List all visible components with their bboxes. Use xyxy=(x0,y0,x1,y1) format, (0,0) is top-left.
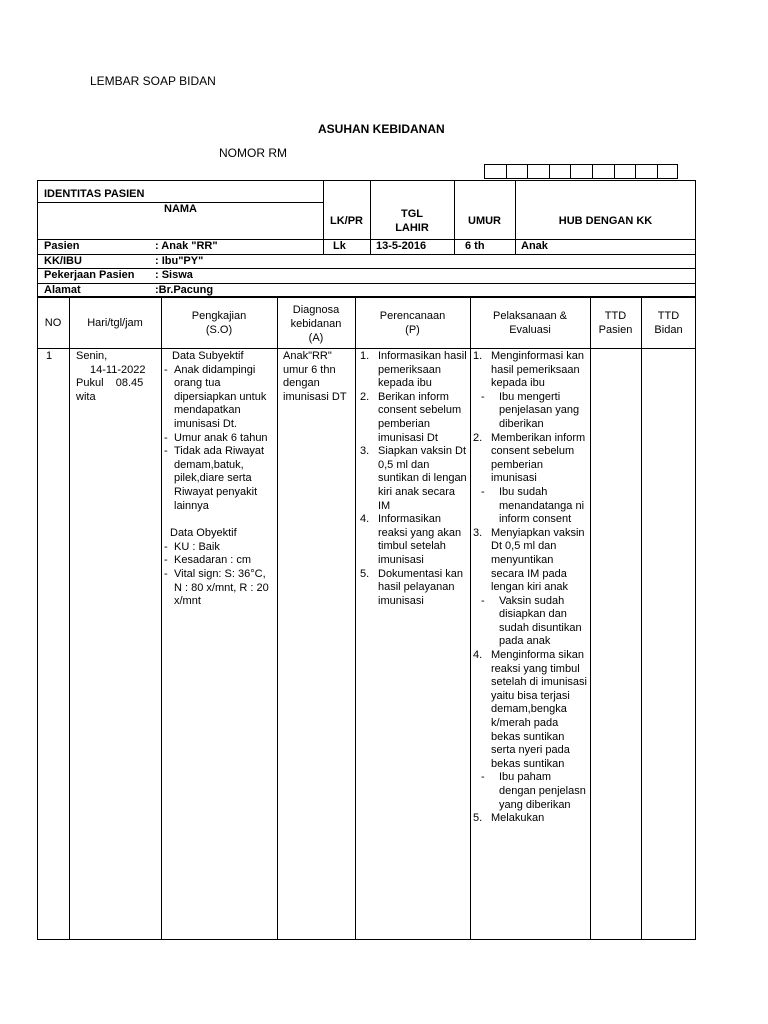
pelaksanaan-num: 3. xyxy=(473,526,483,539)
th-ttd-pasien-1: TTD xyxy=(604,310,627,322)
th-ttd-bidan-2: Bidan xyxy=(654,324,683,336)
pasien-lkpr: Lk xyxy=(333,240,346,252)
kk-label: KK/IBU xyxy=(44,255,82,267)
identity-section-title: IDENTITAS PASIEN xyxy=(44,188,145,200)
row-hari xyxy=(76,350,158,404)
header-umur: UMUR xyxy=(468,215,501,227)
diagnosa-cell: Anak"RR" umur 6 thn dengan imunisasi DT xyxy=(283,350,347,403)
row-no: 1 xyxy=(46,350,53,362)
pelaksanaan-item: Melakukan xyxy=(491,812,545,825)
pelaksanaan-num: 1. xyxy=(473,350,483,362)
evaluasi-item: - Ibu mengerti penjelasan yang diberikan xyxy=(481,391,587,432)
hari-line: Senin, xyxy=(76,350,108,362)
pasien-value: : Anak "RR" xyxy=(155,240,218,252)
obyektif-item: - Vital sign: S: 36°C, N : 80 x/mnt, R : 20 x/mnt xyxy=(164,568,274,609)
rm-label: NOMOR RM xyxy=(219,146,287,160)
th-perencanaan-1: Perencanaan xyxy=(379,310,446,322)
th-diagnosa-3: (A) xyxy=(308,332,324,344)
subyektif-title: Data Subyektif xyxy=(172,350,244,362)
pelaksanaan-num: 5. xyxy=(473,812,483,825)
subyektif-item: - Umur anak 6 tahun xyxy=(164,432,274,446)
hari-line: wita xyxy=(76,390,96,403)
subyektif-item: - Tidak ada Riwayat demam,batuk, pilek,diare serta Riwayat penyakit lainnya xyxy=(164,445,274,513)
pelaksanaan-item: Menginformasi kan hasil pemeriksaan kepada ibu xyxy=(491,350,584,390)
th-pelaksanaan-1: Pelaksanaan & xyxy=(493,310,567,322)
pekerjaan-label: Pekerjaan Pasien xyxy=(44,269,135,281)
evaluasi-item: - Vaksin sudah disiapkan dan sudah disuntikan pada anak xyxy=(481,595,587,649)
header-nama: NAMA xyxy=(164,203,197,215)
th-diagnosa-1: Diagnosa xyxy=(292,304,340,316)
pekerjaan-value: : Siswa xyxy=(155,269,193,281)
evaluasi-item: - Ibu sudah menandatanga ni inform consent xyxy=(481,486,587,527)
pasien-hub: Anak xyxy=(521,240,548,252)
alamat-value: :Br.Pacung xyxy=(155,284,214,296)
pelaksanaan-item: Menginforma sikan reaksi yang timbul setelah di imunisasi yaitu bisa terjasi demam,bengka k/merah pada bekas suntikan serta nyeri pada bekas suntikan xyxy=(491,649,587,770)
perencanaan-item: Informasikan reaksi yang akan timbul setelah imunisasi xyxy=(378,513,462,566)
perencanaan-item: Dokumentasi kan hasil pelayanan imunisasi xyxy=(378,567,463,607)
hari-line: 14-11-2022 xyxy=(90,363,146,376)
alamat-label: Alamat xyxy=(44,284,81,296)
pelaksanaan-num: 2. xyxy=(473,431,483,444)
th-pengkajian-1: Pengkajian xyxy=(191,310,247,322)
obyektif-item: - Kesadaran : cm xyxy=(164,554,274,568)
perencanaan-item: Informasikan hasil pemeriksaan kepada ibu xyxy=(378,350,467,390)
hari-line: Pukul 08.45 xyxy=(76,377,144,390)
perencanaan-item: Berikan inform consent sebelum pemberian imunisasi Dt xyxy=(378,390,462,444)
pelaksanaan-item: Menyiapkan vaksin Dt 0,5 ml dan menyuntikan secara IM pada lengan kiri anak xyxy=(491,526,585,594)
pelaksanaan-cell xyxy=(473,350,587,938)
header-tgl-1: TGL xyxy=(401,208,423,220)
evaluasi-item: - Ibu paham dengan penjelasn yang diberikan xyxy=(481,771,587,812)
pelaksanaan-num: 4. xyxy=(473,649,483,662)
pelaksanaan-item: Memberikan inform consent sebelum pemberian imunisasi xyxy=(491,431,586,485)
subyektif-item: - Anak didampingi orang tua dipersiapkan untuk mendapatkan imunisasi Dt. xyxy=(164,364,274,432)
th-pelaksanaan-2: Evaluasi xyxy=(509,324,551,336)
th-ttd-bidan-1: TTD xyxy=(657,310,680,322)
th-diagnosa-2: kebidanan xyxy=(290,318,342,330)
th-pengkajian-2: (S.O) xyxy=(205,324,233,336)
perencanaan-cell: 1. Informasikan hasil pemeriksaan kepada ibu 2. Berikan inform consent sebelum pemberian imunisasi Dt 3. Siapkan vaksin Dt 0,5 ml dan suntikan di lengan kiri anak secara IM 4. Informasikan reaksi yang akan timbul setelah imunisasi 5. Dokumentasi kan hasil pelayanan imunisasi xyxy=(360,350,467,607)
th-hari: Hari/tgl/jam xyxy=(87,317,143,329)
pasien-label: Pasien xyxy=(44,240,80,252)
perencanaan-item: Siapkan vaksin Dt 0,5 ml dan suntikan di lengan kiri anak secara IM xyxy=(378,445,467,512)
pasien-tgl: 13-5-2016 xyxy=(376,240,427,252)
th-ttd-pasien-2: Pasien xyxy=(598,324,633,336)
obyektif-title: Data Obyektif xyxy=(170,527,237,540)
obyektif-item: - KU : Baik xyxy=(164,541,274,555)
header-lkpr: LK/PR xyxy=(330,215,363,227)
header-tgl-2: LAHIR xyxy=(395,222,429,234)
pengkajian-cell xyxy=(164,350,274,609)
th-perencanaan-2: (P) xyxy=(405,324,420,336)
rm-number-boxes xyxy=(484,164,678,179)
document-title: LEMBAR SOAP BIDAN xyxy=(90,74,216,88)
th-no: NO xyxy=(44,317,62,329)
header-hub: HUB DENGAN KK xyxy=(558,215,653,227)
pasien-umur: 6 th xyxy=(465,240,485,252)
kk-value: : Ibu"PY" xyxy=(155,255,204,267)
document-subtitle: ASUHAN KEBIDANAN xyxy=(318,122,445,136)
